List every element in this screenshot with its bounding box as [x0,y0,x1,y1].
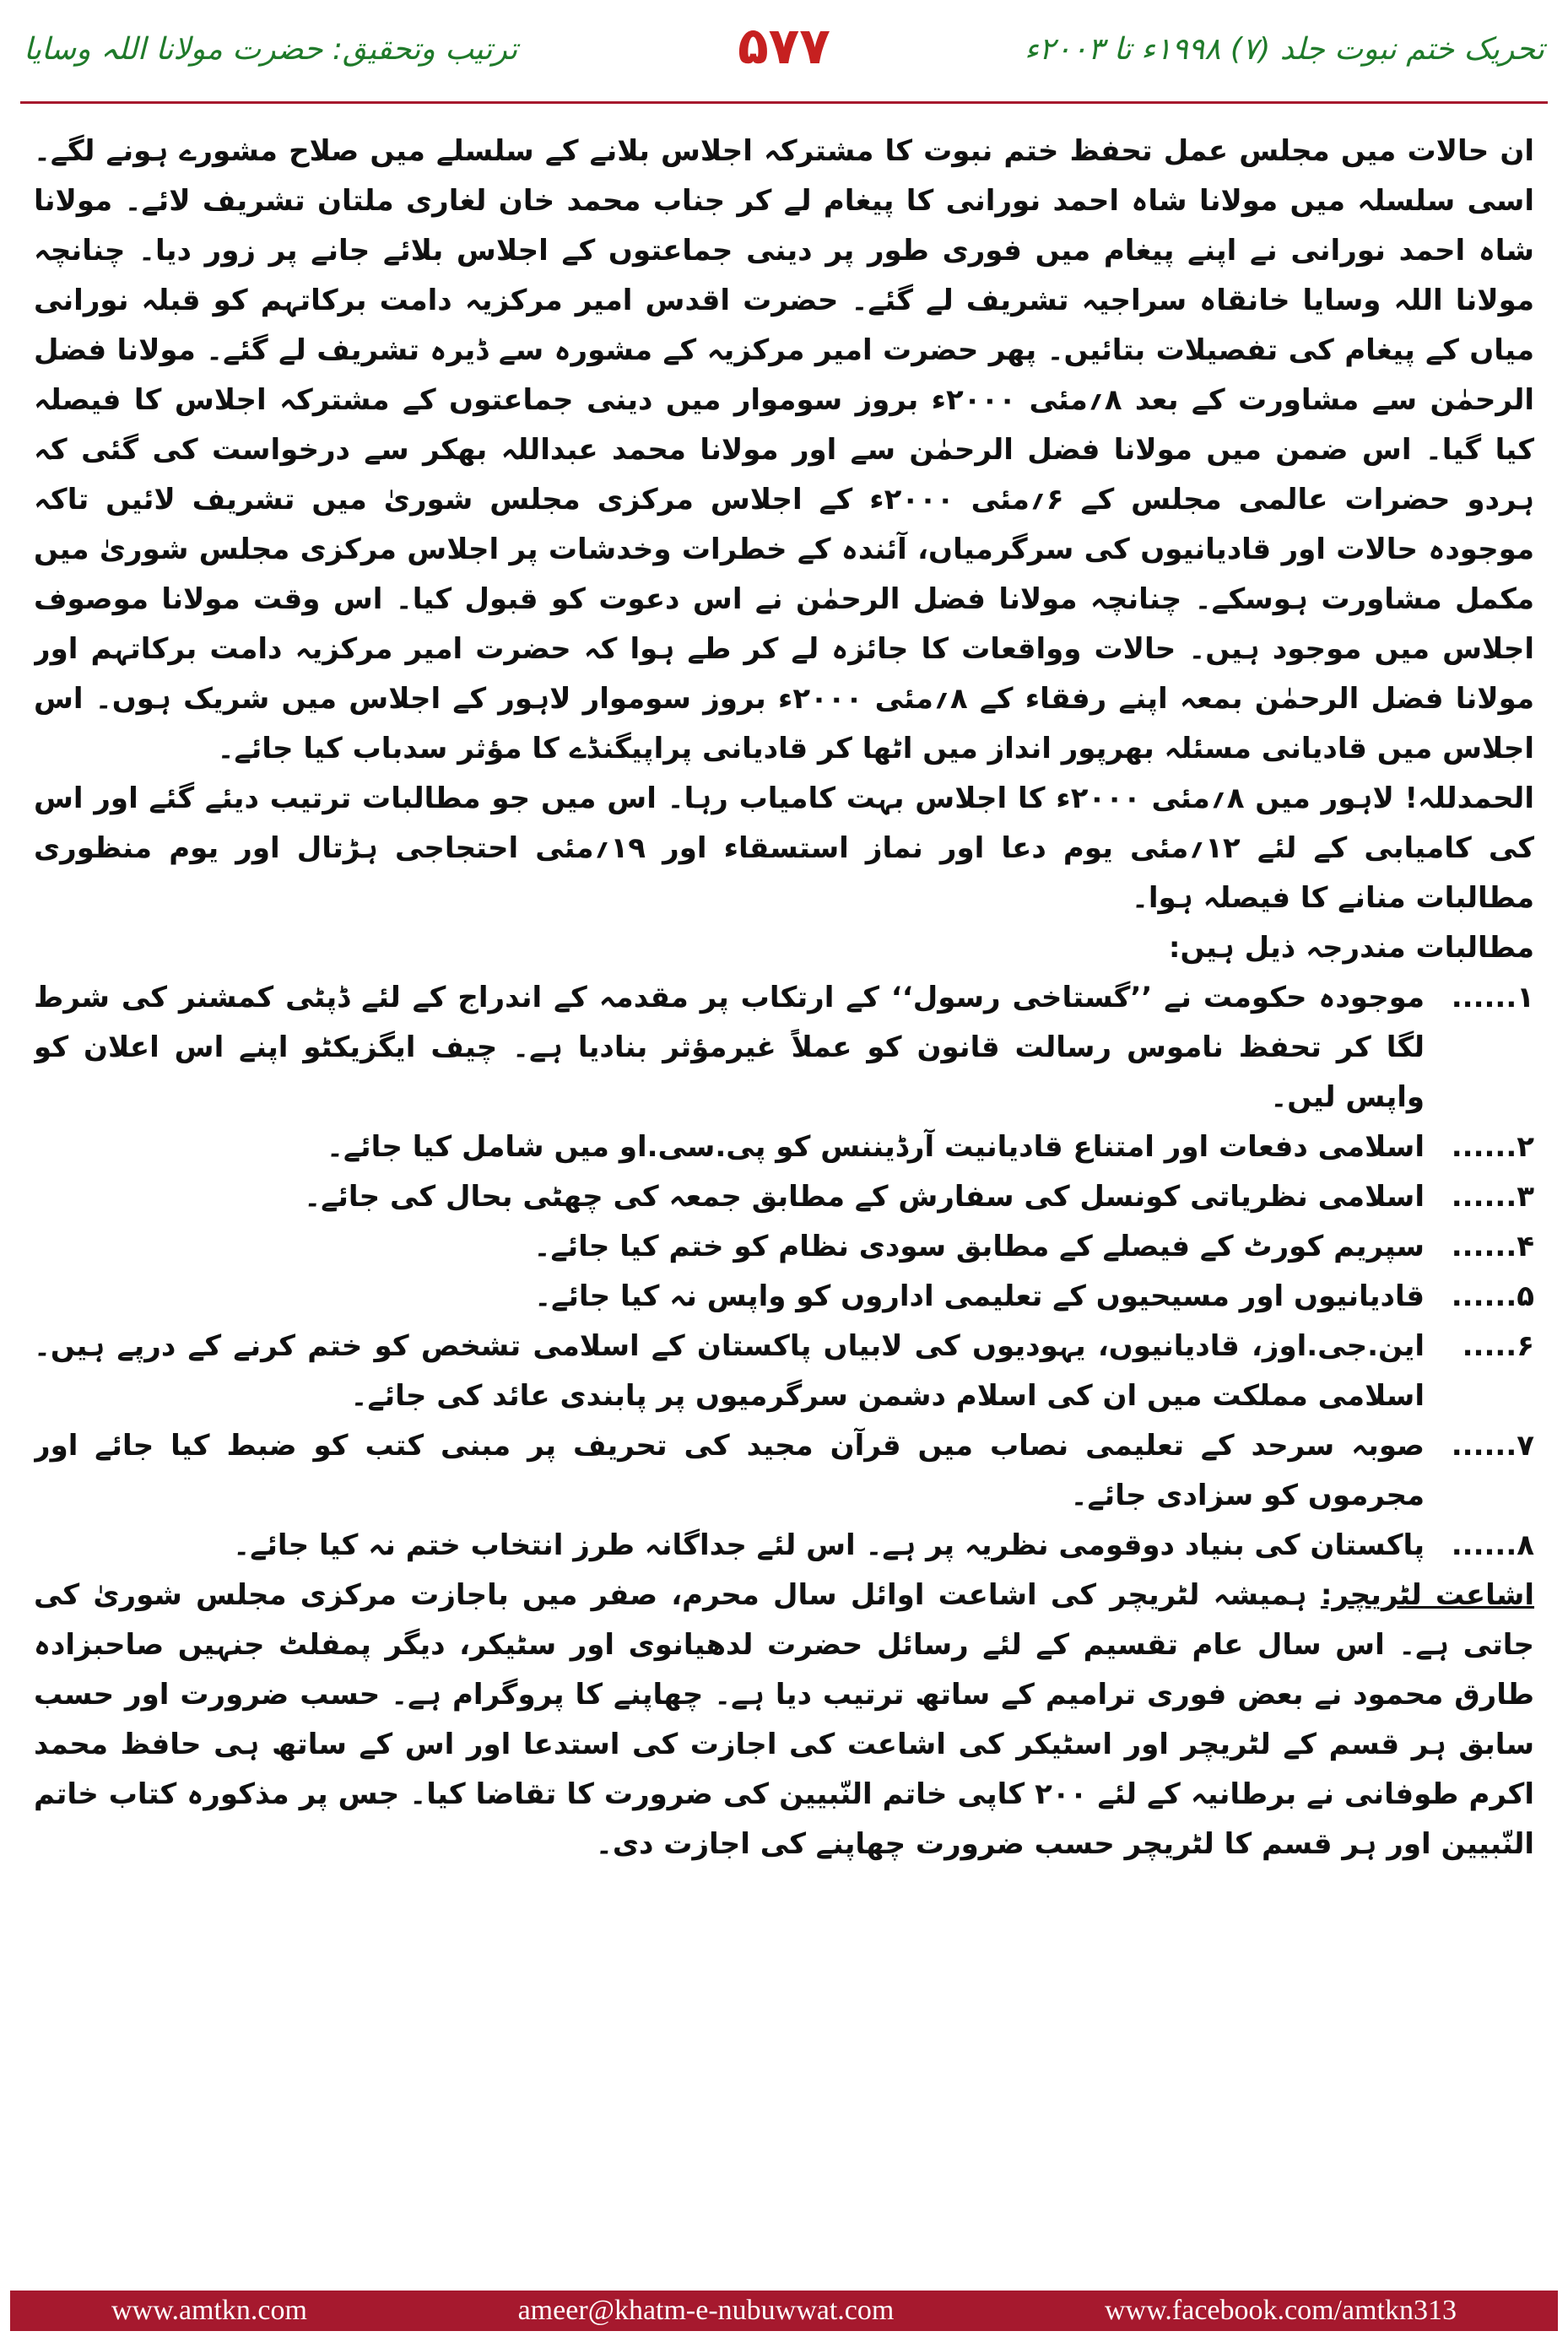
list-number: ۸...... [1451,1528,1534,1562]
list-number: ۳...... [1451,1180,1534,1214]
list-number: ۷...... [1451,1429,1534,1463]
list-item [34,973,1534,1122]
list-item [34,1322,1534,1421]
paragraph-1: ان حالات میں مجلس عمل تحفظ ختم نبوت کا مشترکہ اجلاس بلانے کے سلسلے میں صلاح مشورے ہونے لگے۔ اسی سلسلہ میں مولانا شاہ احمد نورانی کا پیغام لے کر جناب محمد خان لغاری ملتان تشریف لائے۔ مولانا شاہ احمد نورانی نے اپنے پیغام میں فوری طور پر دینی جماعتوں کے اجلاس بلائے جانے پر زور دیا۔ چنانچہ مولانا اللہ وسایا خانقاہ سراجیہ تشریف لے گئے۔ حضرت اقدس امیر مرکزیہ دامت برکاتہم کو قبلہ نورانی میاں کے پیغام کی تفصیلات بتائیں۔ پھر حضرت امیر مرکزیہ کے مشورہ سے ڈیرہ تشریف لے گئے۔ مولانا فضل الرحمٰن سے مشاورت کے بعد ۸؍مئی ۲۰۰۰ء بروز سوموار میں دینی جماعتوں کے مشترکہ اجلاس کا فیصلہ کیا گیا۔ اس ضمن میں مولانا فضل الرحمٰن سے اور مولانا محمد عبداللہ بھکر سے درخواست کی گئی کہ ہردو حضرات عالمی مجلس کے ۶؍مئی ۲۰۰۰ء کے اجلاس مرکزی مجلس شوریٰ میں تشریف لائیں تاکہ موجودہ حالات اور قادیانیوں کی سرگرمیاں، آئندہ کے خطرات وخدشات پر اجلاس مرکزی مجلس شوریٰ میں مکمل مشاورت ہوسکے۔ چنانچہ مولانا فضل الرحمٰن نے اس دعوت کو قبول کیا۔ اس وقت مولانا موصوف اجلاس میں موجود ہیں۔ حالات وواقعات کا جائزہ لے کر طے ہوا کہ حضرت امیر مرکزیہ دامت برکاتہم اور مولانا فضل الرحمٰن بمعہ اپنے رفقاء کے ۸؍مئی ۲۰۰۰ء بروز سوموار لاہور کے اجلاس میں شریک ہوں۔ اس اجلاس میں قادیانی مسئلہ بھرپور انداز میں اٹھا کر قادیانی پراپیگنڈے کا مؤثر سدباب کیا جائے۔ [34,134,1534,765]
list-number: ۱...... [1451,981,1534,1014]
section-text: ہمیشہ لٹریچر کی اشاعت اوائل سال محرم، صفر میں باجازت مرکزی مجلس شوریٰ کی جاتی ہے۔ اس سال عام تقسیم کے لئے رسائل حضرت لدھیانوی اور سٹیکر، دیگر پمفلٹ جنہیں صاحبزادہ طارق محمود نے بعض فوری ترامیم کے ساتھ ترتیب دیا ہے۔ چھاپنے کا پروگرام ہے۔ حسب ضرورت اور حسب سابق ہر قسم کے لٹریچر اور اسٹیکر کی اشاعت کی اجازت کی استدعا اور اس کے ساتھ ہی حافظ محمد اکرم طوفانی نے برطانیہ کے لئے ۲۰۰ کاپی خاتم النّبیین کی ضرورت کا تقاضا کیا۔ جس پر مذکورہ کتاب خاتم النّبیین اور ہر قسم کا لٹریچر حسب ضرورت چھاپنے کی اجازت دی۔ [34,1578,1534,1861]
footer-facebook-link[interactable]: www.facebook.com/amtkn313 [1104,2295,1457,2326]
book-title: تحریک ختم نبوت جلد (۷) ۱۹۹۸ء تا ۲۰۰۳ء [1025,32,1544,67]
list-item [34,1222,1534,1272]
footer-email-link[interactable]: ameer@khatm-e-nubuwwat.com [517,2295,895,2326]
list-text: قادیانیوں اور مسیحیوں کے تعلیمی اداروں کو واپس نہ کیا جائے۔ [534,1279,1425,1313]
list-text: صوبہ سرحد کے تعلیمی نصاب میں قرآن مجید کی تحریف پر مبنی کتب کو ضبط کیا جائے اور مجرموں کو سزادی جائے۔ [34,1429,1425,1512]
literature-paragraph [34,1571,1534,1869]
list-text: اسلامی نظریاتی کونسل کی سفارش کے مطابق جمعہ کی چھٹی بحال کی جائے۔ [304,1180,1425,1214]
paragraph-2: الحمدللہ! لاہور میں ۸؍مئی ۲۰۰۰ء کا اجلاس بہت کامیاب رہا۔ اس میں جو مطالبات ترتیب دیئے گئے اور اس کی کامیابی کے لئے ۱۲؍مئی یوم دعا اور نماز استسقاء اور ۱۹؍مئی احتجاجی ہڑتال اور یوم منظوری مطالبات منانے کا فیصلہ ہوا۔ [34,782,1534,915]
list-text: این.جی.اوز، قادیانیوں، یہودیوں کی لابیاں پاکستان کے اسلامی تشخص کو ختم کرنے کے درپے ہیں۔ اسلامی مملکت میں ان کی اسلام دشمن سرگرمیوں پر پابندی عائد کی جائے۔ [34,1329,1425,1413]
list-text: موجودہ حکومت نے ’’گستاخی رسول‘‘ کے ارتکاب پر مقدمہ کے اندراج کے لئے ڈپٹی کمشنر کی شرط لگا کر تحفظ ناموس رسالت قانون کو عملاً غیرمؤثر بنادیا ہے۔ چیف ایگزیکٹو اپنے اس اعلان کو واپس لیں۔ [34,981,1425,1114]
list-text: اسلامی دفعات اور امتناع قادیانیت آرڈیننس کو پی.سی.او میں شامل کیا جائے۔ [327,1130,1425,1164]
list-item [34,1272,1534,1322]
list-number: ۲...... [1451,1130,1534,1164]
list-item [34,1122,1534,1172]
list-item [34,1421,1534,1521]
section-heading: اشاعت لٹریچر: [1320,1578,1534,1612]
page-footer [10,2291,1558,2331]
list-text: پاکستان کی بنیاد دوقومی نظریہ پر ہے۔ اس لئے جداگانہ طرز انتخاب ختم نہ کیا جائے۔ [233,1528,1425,1562]
footer-website-link[interactable]: www.amtkn.com [111,2295,307,2326]
page-body [34,127,1534,2237]
page-number: ۵۷۷ [738,17,830,76]
list-number: ۶..... [1462,1329,1534,1363]
compiler-credit: ترتیب وتحقیق: حضرت مولانا اللہ وسایا [24,32,518,67]
list-item [34,1172,1534,1222]
page-header [0,0,1568,84]
demands-label: مطالبات مندرجہ ذیل ہیں: [1168,931,1534,965]
list-item [34,1521,1534,1571]
list-number: ۵...... [1451,1279,1534,1313]
list-text: سپریم کورٹ کے فیصلے کے مطابق سودی نظام کو ختم کیا جائے۔ [533,1230,1425,1263]
header-divider [20,101,1548,104]
list-number: ۴...... [1451,1230,1534,1263]
